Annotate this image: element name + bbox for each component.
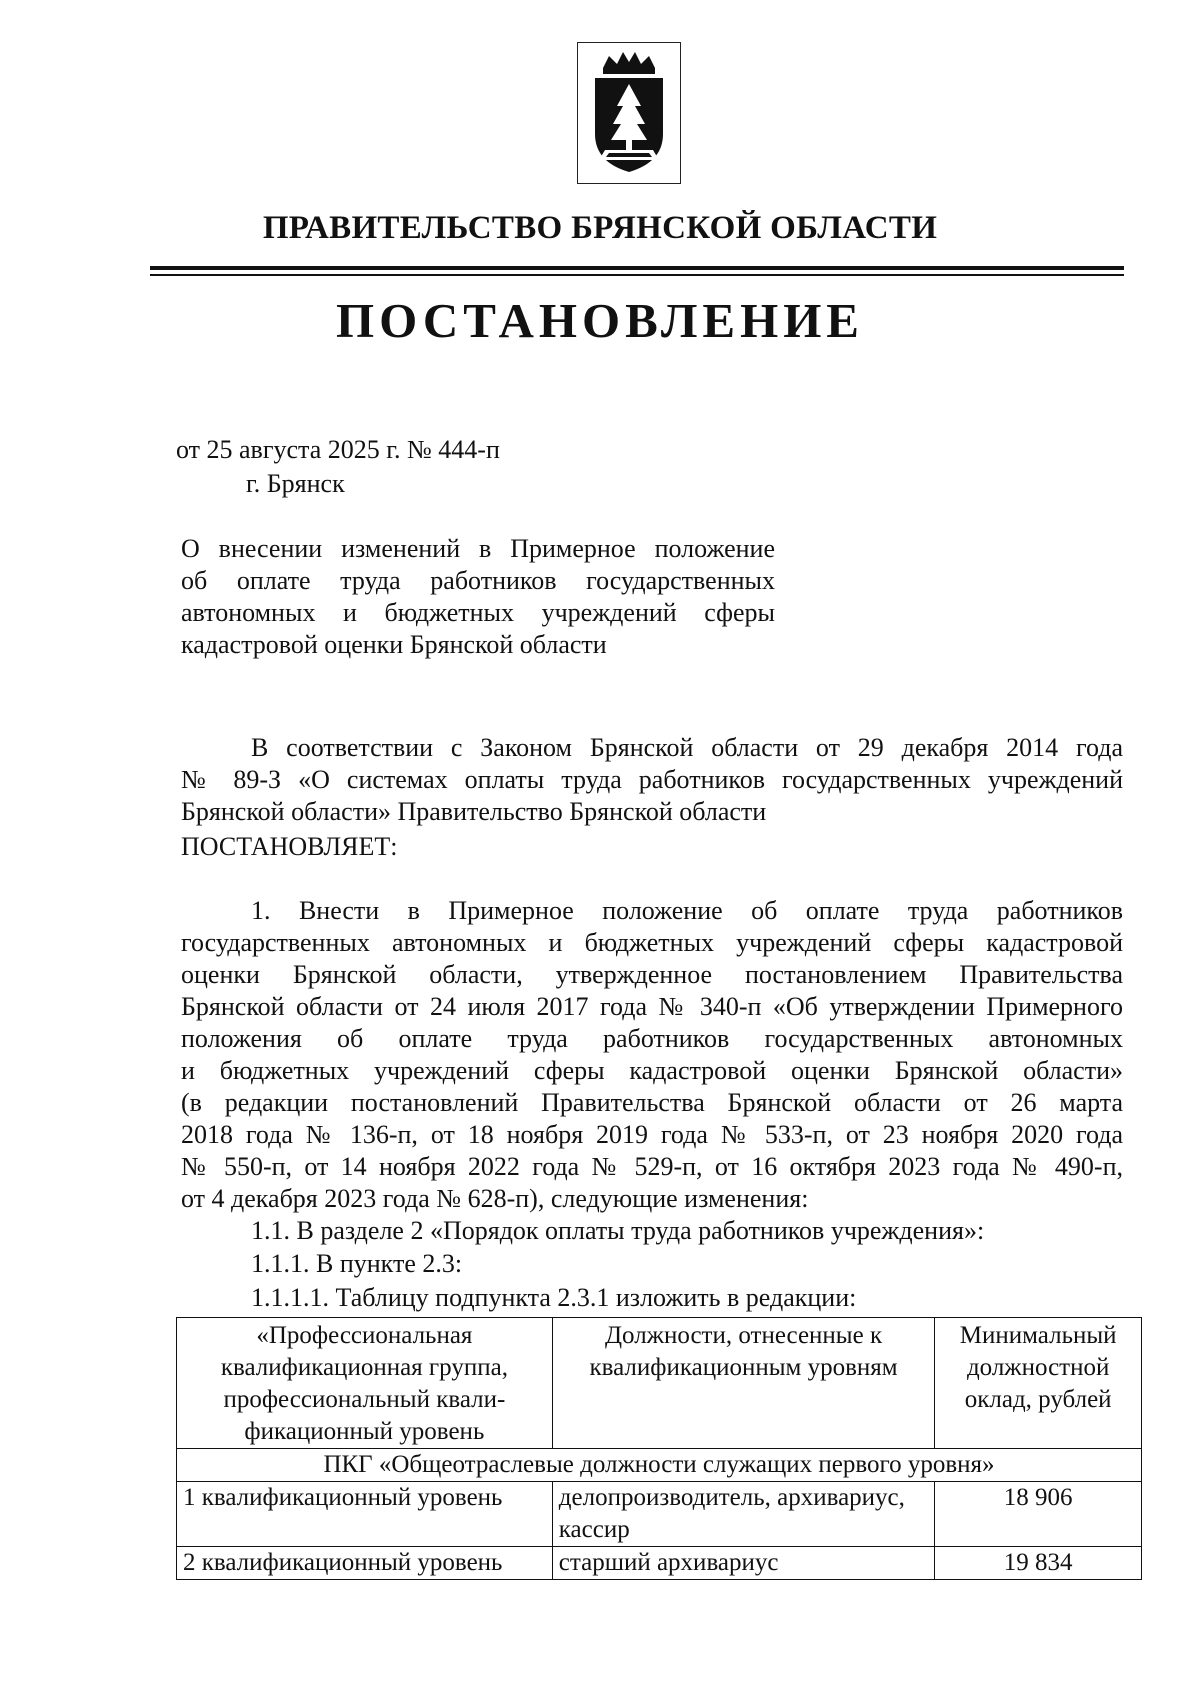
document-subject: [181, 533, 775, 661]
table-row: [177, 1482, 1142, 1547]
item-1-line: оценки Брянской области, утвержденное постановлением Правительства: [181, 960, 1123, 989]
item-1: [181, 895, 1123, 1215]
table-cell-salary: 19 834: [935, 1547, 1142, 1580]
preamble: [181, 732, 1123, 828]
item-1-line: (в редакции постановлений Правительства Брянской области от 26 марта: [181, 1088, 1123, 1117]
document-date-number: от 25 августа 2025 г. № 444-п: [176, 435, 500, 464]
coat-of-arms: [577, 42, 681, 184]
subject-line: об оплате труда работников государственных: [181, 566, 775, 595]
preamble-line: № 89-З «О системах оплаты труда работников государственных учреждений: [181, 765, 1123, 794]
document-type: ПОСТАНОВЛЕНИЕ: [336, 293, 864, 348]
table-group-title: ПКГ «Общеотраслевые должности служащих первого уровня»: [177, 1449, 1142, 1482]
table-cell-salary: 18 906: [935, 1482, 1142, 1547]
subject-line: кадастровой оценки Брянской области: [181, 630, 607, 659]
subject-line: автономных и бюджетных учреждений сферы: [181, 598, 775, 627]
resolves-word: ПОСТАНОВЛЯЕТ:: [181, 832, 398, 861]
item-1-line: от 4 декабря 2023 года № 628-п), следующие изменения:: [181, 1184, 809, 1213]
subject-line: О внесении изменений в Примерное положение: [181, 534, 775, 563]
item-1-line: 2018 года № 136-п, от 18 ноября 2019 года № 533-п, от 23 ноября 2020 года: [181, 1120, 1123, 1149]
table-header-cell: «Профессиональная квалификационная группа, профессиональный квали-фикационный уровень: [177, 1318, 553, 1449]
organization-title: ПРАВИТЕЛЬСТВО БРЯНСКОЙ ОБЛАСТИ: [262, 210, 938, 246]
table-header-cell: Минимальный должностной оклад, рублей: [935, 1318, 1142, 1449]
item-1-line: и бюджетных учреждений сферы кадастровой оценки Брянской области»: [181, 1056, 1123, 1085]
table-row: [177, 1547, 1142, 1580]
table-header-row: [177, 1318, 1142, 1449]
subitem-1-1-1: 1.1.1. В пункте 2.3:: [251, 1249, 463, 1278]
preamble-line: Брянской области» Правительство Брянской области: [181, 797, 767, 826]
subitem-1-1-1-1: 1.1.1.1. Таблицу подпункта 2.3.1 изложить в редакции:: [251, 1283, 857, 1312]
salary-table: [176, 1317, 1142, 1580]
item-1-line: № 550-п, от 14 ноября 2022 года № 529-п, от 16 октября 2023 года № 490-п,: [181, 1152, 1123, 1181]
table-header-cell: Должности, отнесенные к квалификационным уровням: [552, 1318, 935, 1449]
header-rule-thin: [150, 274, 1124, 276]
table-cell-positions: делопроизводитель, архивариус, кассир: [552, 1482, 935, 1547]
item-1-line: положения об оплате труда работников государственных автономных: [181, 1024, 1123, 1053]
table-group-row: [177, 1449, 1142, 1482]
table-cell-level: 2 квалификационный уровень: [177, 1547, 553, 1580]
table-cell-positions: старший архивариус: [552, 1547, 935, 1580]
coat-of-arms-icon: [589, 50, 669, 176]
item-1-line: 1. Внести в Примерное положение об оплате труда работников: [251, 896, 1123, 925]
item-1-line: Брянской области от 24 июля 2017 года № 340-п «Об утверждении Примерного: [181, 992, 1123, 1021]
item-1-line: государственных автономных и бюджетных учреждений сферы кадастровой: [181, 928, 1123, 957]
document-city: г. Брянск: [246, 469, 345, 498]
subitem-1-1: 1.1. В разделе 2 «Порядок оплаты труда работников учреждения»:: [251, 1216, 985, 1245]
preamble-line: В соответствии с Законом Брянской области от 29 декабря 2014 года: [251, 733, 1123, 762]
table-cell-level: 1 квалификационный уровень: [177, 1482, 553, 1547]
header-rule-thick: [150, 266, 1124, 270]
